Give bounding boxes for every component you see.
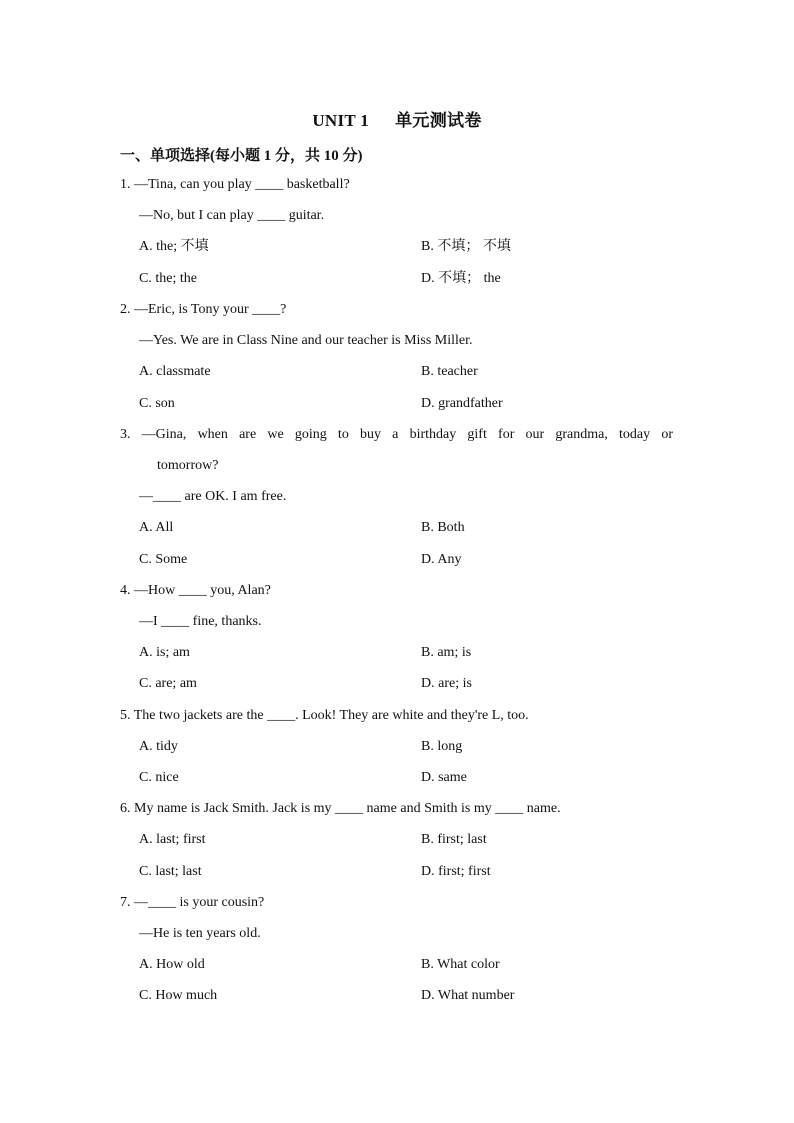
q5-option-d[interactable]: D. same <box>421 770 467 785</box>
q5-option-c[interactable]: C. nice <box>139 770 179 785</box>
question-1-stem: 1. —Tina, can you play ____ basketball? <box>120 177 350 192</box>
question-3-reply: —____ are OK. I am free. <box>139 489 287 504</box>
q2-option-d[interactable]: D. grandfather <box>421 396 503 411</box>
q1-option-a[interactable]: A. the; 不填 <box>139 239 209 254</box>
q6-option-b[interactable]: B. first; last <box>421 832 487 847</box>
q4-option-c[interactable]: C. are; am <box>139 676 197 691</box>
q6-option-d[interactable]: D. first; first <box>421 864 491 879</box>
q6-option-c[interactable]: C. last; last <box>139 864 202 879</box>
q5-option-a[interactable]: A. tidy <box>139 739 178 754</box>
q3-option-c[interactable]: C. Some <box>139 552 188 567</box>
section-heading: 一、单项选择(每小题 1 分，共 10 分) <box>120 148 363 164</box>
question-6-stem: 6. My name is Jack Smith. Jack is my ____ name and Smith is my ____ name. <box>120 801 561 816</box>
q7-option-c[interactable]: C. How much <box>139 988 218 1003</box>
q1-option-d[interactable]: D. 不填； the <box>421 271 501 286</box>
q2-option-b[interactable]: B. teacher <box>421 364 478 379</box>
q3-option-b[interactable]: B. Both <box>421 520 465 535</box>
question-4-reply: —I ____ fine, thanks. <box>139 614 262 629</box>
question-3-stem: 3. —Gina, when are we going to buy a birthday gift for our grandma, today or <box>120 427 673 442</box>
question-1-reply: —No, but I can play ____ guitar. <box>139 208 325 223</box>
question-7-reply: —He is ten years old. <box>139 926 261 941</box>
q3-option-d[interactable]: D. Any <box>421 552 462 567</box>
question-2-reply: —Yes. We are in Class Nine and our teacher is Miss Miller. <box>139 333 473 348</box>
q7-option-b[interactable]: B. What color <box>421 957 500 972</box>
q1-option-c[interactable]: C. the; the <box>139 271 197 286</box>
q3-option-a[interactable]: A. All <box>139 520 174 535</box>
q7-option-a[interactable]: A. How old <box>139 957 205 972</box>
q6-option-a[interactable]: A. last; first <box>139 832 206 847</box>
q5-option-b[interactable]: B. long <box>421 739 463 754</box>
q4-option-b[interactable]: B. am; is <box>421 645 472 660</box>
question-2-stem: 2. —Eric, is Tony your ____? <box>120 302 287 317</box>
q4-option-a[interactable]: A. is; am <box>139 645 190 660</box>
q2-option-a[interactable]: A. classmate <box>139 364 211 379</box>
page-title <box>0 106 794 131</box>
q1-option-b[interactable]: B. 不填； 不填 <box>421 239 511 254</box>
question-3-stem-continued: tomorrow? <box>157 458 219 473</box>
question-4-stem: 4. —How ____ you, Alan? <box>120 583 271 598</box>
question-5-stem: 5. The two jackets are the ____. Look! They are white and they're L, too. <box>120 708 529 723</box>
q4-option-d[interactable]: D. are; is <box>421 676 472 691</box>
unit-label: UNIT 1 <box>312 111 370 130</box>
q2-option-c[interactable]: C. son <box>139 396 175 411</box>
question-7-stem: 7. —____ is your cousin? <box>120 895 265 910</box>
test-name: 单元测试卷 <box>395 111 482 130</box>
q7-option-d[interactable]: D. What number <box>421 988 515 1003</box>
